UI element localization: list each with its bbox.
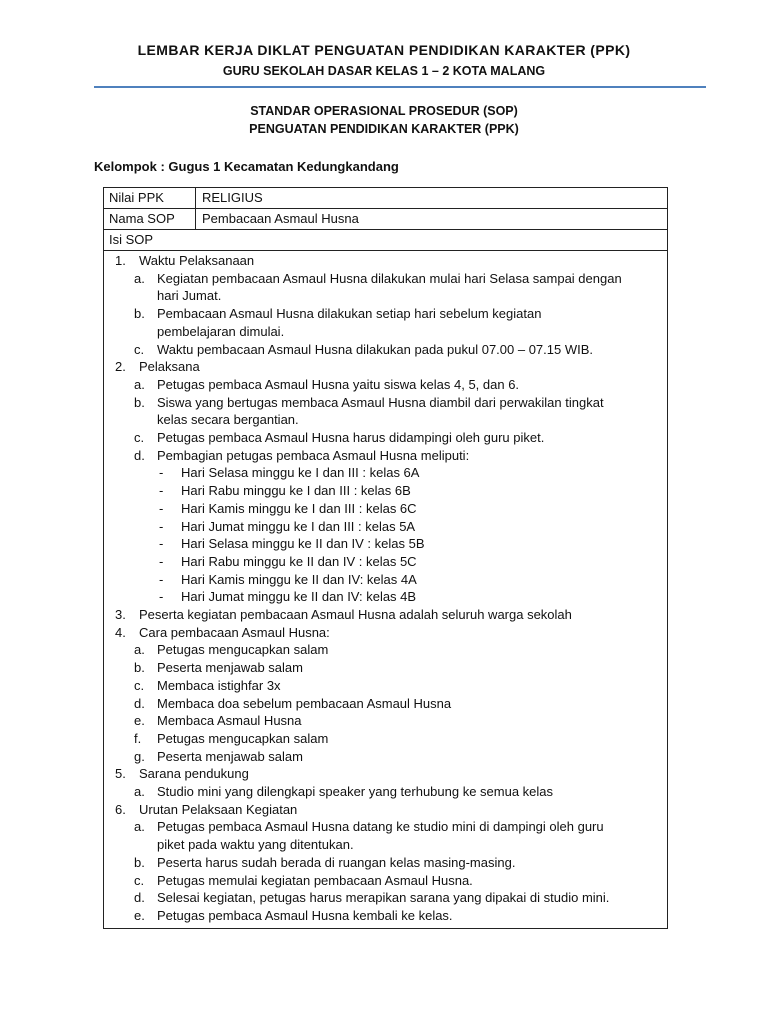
sop-title-line2: PENGUATAN PENDIDIKAN KARAKTER (PPK) — [249, 122, 519, 136]
list-item: Petugas mengucapkan salam — [157, 642, 329, 658]
list-item: Hari Jumat minggu ke I dan III : kelas 5A — [181, 518, 416, 534]
list-item: kelas secara bergantian. — [157, 412, 299, 428]
list-marker: a. — [134, 270, 145, 286]
document-subtitle: GURU SEKOLAH DASAR KELAS 1 – 2 KOTA MALANG — [222, 64, 546, 78]
list-marker: b. — [134, 660, 145, 676]
list-item: Peserta menjawab salam — [157, 660, 303, 676]
list-marker: 2. — [115, 359, 126, 375]
document-title: LEMBAR KERJA DIKLAT PENGUATAN PENDIDIKAN KARAKTER (PPK) — [137, 42, 631, 58]
list-marker: e. — [134, 713, 145, 729]
list-item: Hari Jumat minggu ke II dan IV: kelas 4B — [181, 589, 417, 605]
list-item: Petugas pembaca Asmaul Husna datang ke studio mini di dampingi oleh guru — [157, 819, 604, 835]
nama-label: Nama SOP — [109, 211, 175, 226]
list-marker: e. — [134, 907, 145, 923]
list-marker: b. — [134, 306, 145, 322]
list-item: Cara pembacaan Asmaul Husna: — [139, 624, 330, 640]
list-marker: c. — [134, 677, 145, 693]
list-marker: a. — [134, 819, 145, 835]
list-marker: f. — [134, 730, 142, 746]
list-item: Peserta harus sudah berada di ruangan kelas masing-masing. — [157, 854, 516, 870]
list-item: Peserta kegiatan pembacaan Asmaul Husna adalah seluruh warga sekolah — [139, 607, 572, 622]
list-item: Pelaksana — [139, 359, 200, 375]
list-marker: 4. — [115, 624, 126, 640]
list-item: Petugas pembaca Asmaul Husna harus didampingi oleh guru piket. — [157, 430, 545, 445]
table-row-nilai — [104, 188, 667, 209]
list-item: Membaca Asmaul Husna — [157, 713, 302, 729]
list-item: Selesai kegiatan, petugas harus merapikan sarana yang dipakai di studio mini. — [157, 890, 610, 906]
list-marker: g. — [134, 748, 145, 764]
nilai-value: RELIGIUS — [202, 190, 263, 205]
header-divider — [94, 86, 706, 88]
list-item: Hari Rabu minggu ke I dan III : kelas 6B — [181, 483, 411, 499]
list-marker: a. — [134, 784, 145, 799]
list-marker: - — [159, 536, 164, 552]
list-marker: c. — [134, 430, 145, 445]
list-item: Hari Rabu minggu ke II dan IV : kelas 5C — [181, 553, 417, 569]
list-item: Hari Kamis minggu ke I dan III : kelas 6C — [181, 500, 417, 516]
list-item: Waktu pembacaan Asmaul Husna dilakukan pada pukul 07.00 – 07.15 WIB. — [157, 341, 594, 357]
list-item: Kegiatan pembacaan Asmaul Husna dilakukan mulai hari Selasa sampai dengan — [157, 270, 622, 286]
list-marker: d. — [134, 890, 145, 906]
list-marker: c. — [134, 341, 145, 357]
list-item: Pembacaan Asmaul Husna dilakukan setiap hari sebelum kegiatan — [157, 306, 542, 322]
list-item: piket pada waktu yang ditentukan. — [157, 837, 354, 853]
table-row-nama — [104, 209, 667, 230]
list-item: Sarana pendukung — [139, 766, 249, 782]
isi-label: Isi SOP — [109, 232, 154, 247]
nama-value: Pembacaan Asmaul Husna — [202, 211, 359, 226]
sop-table — [103, 187, 668, 929]
list-item: Membaca istighfar 3x — [157, 677, 281, 693]
list-item: Membaca doa sebelum pembacaan Asmaul Husna — [157, 695, 452, 711]
list-marker: - — [159, 465, 164, 481]
sop-title-line1: STANDAR OPERASIONAL PROSEDUR (SOP) — [250, 104, 518, 118]
list-marker: - — [159, 500, 164, 516]
list-marker: - — [159, 553, 164, 569]
list-item: Hari Selasa minggu ke II dan IV : kelas 5B — [181, 536, 425, 552]
list-marker: 6. — [115, 801, 126, 817]
list-item: Pembagian petugas pembaca Asmaul Husna meliputi: — [157, 447, 470, 463]
list-item: Waktu Pelaksanaan — [139, 253, 255, 268]
list-item: Peserta menjawab salam — [157, 748, 303, 764]
group-label: Kelompok : Gugus 1 Kecamatan Kedungkandang — [94, 159, 399, 174]
list-item: Hari Kamis minggu ke II dan IV: kelas 4A — [181, 571, 417, 587]
list-item: Siswa yang bertugas membaca Asmaul Husna diambil dari perwakilan tingkat — [157, 394, 604, 410]
table-row-isi — [104, 230, 667, 251]
list-item: Studio mini yang dilengkapi speaker yang terhubung ke semua kelas — [157, 784, 554, 799]
list-marker: b. — [134, 394, 145, 410]
list-marker: d. — [134, 447, 145, 463]
list-marker: 3. — [115, 607, 126, 622]
list-marker: a. — [134, 376, 145, 392]
list-item: Urutan Pelaksaan Kegiatan — [139, 801, 298, 817]
list-marker: c. — [134, 872, 145, 888]
list-marker: d. — [134, 695, 145, 711]
list-marker: b. — [134, 854, 145, 870]
list-marker: a. — [134, 642, 145, 658]
list-item: Petugas pembaca Asmaul Husna kembali ke kelas. — [157, 907, 453, 923]
list-marker: - — [159, 589, 164, 605]
list-item: Petugas mengucapkan salam — [157, 730, 329, 746]
nilai-label: Nilai PPK — [109, 190, 164, 205]
list-item: Hari Selasa minggu ke I dan III : kelas 6A — [181, 465, 420, 481]
list-marker: 5. — [115, 766, 126, 782]
list-item: Petugas pembaca Asmaul Husna yaitu siswa kelas 4, 5, dan 6. — [157, 376, 520, 392]
list-marker: - — [159, 483, 164, 499]
list-item: pembelajaran dimulai. — [157, 323, 285, 339]
list-marker: - — [159, 571, 164, 587]
list-item: hari Jumat. — [157, 288, 222, 304]
list-marker: 1. — [115, 253, 126, 268]
list-item: Petugas memulai kegiatan pembacaan Asmaul Husna. — [157, 872, 473, 888]
list-marker: - — [159, 518, 164, 534]
